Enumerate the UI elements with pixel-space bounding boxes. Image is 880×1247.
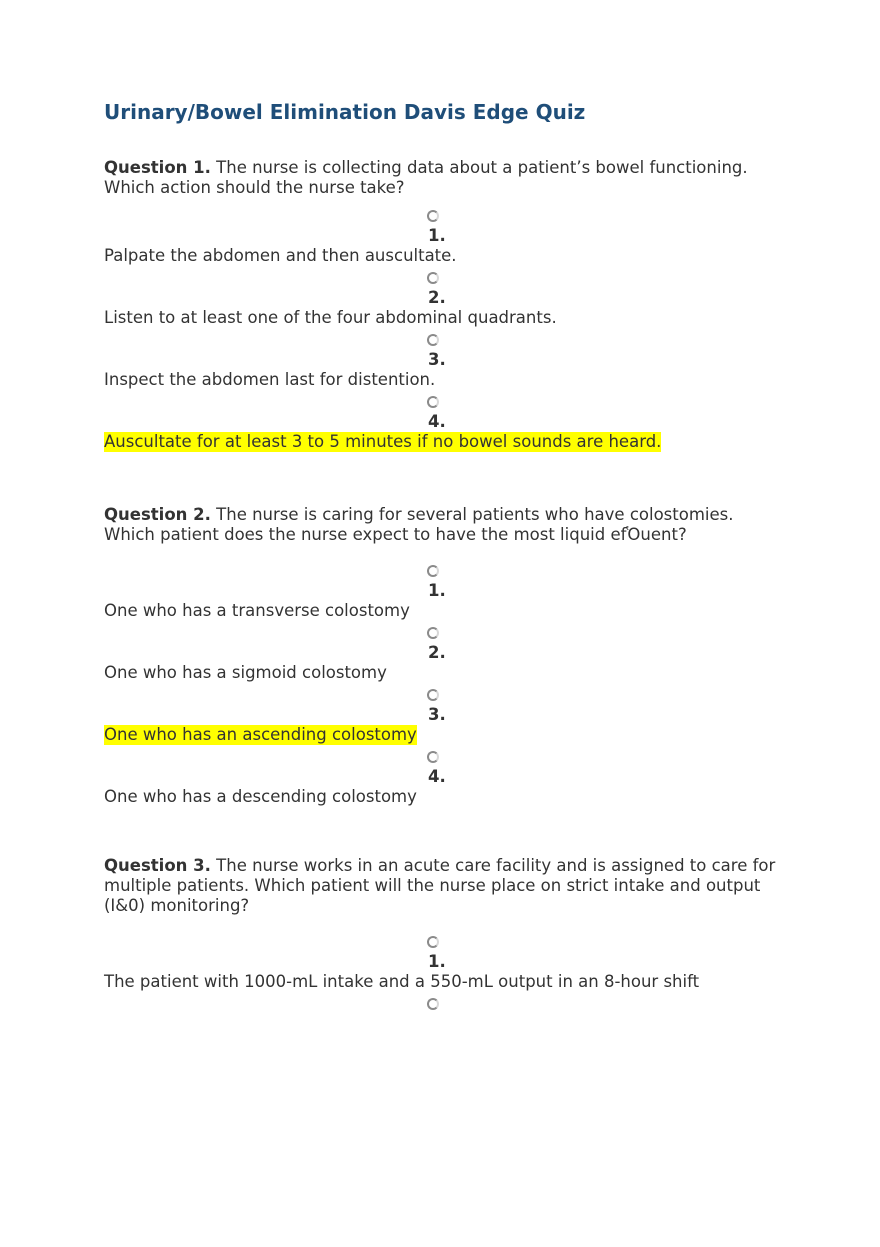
radio-icon[interactable] — [427, 334, 439, 346]
option-text: One who has a transverse colostomy — [104, 601, 410, 620]
question-2-option-4[interactable] — [104, 751, 784, 813]
question-1-text — [104, 158, 784, 198]
radio-icon[interactable] — [427, 627, 439, 639]
option-number: 4. — [428, 412, 446, 431]
option-text-highlighted: Auscultate for at least 3 to 5 minutes if no bowel sounds are heard. — [104, 432, 662, 451]
option-text: One who has a sigmoid colostomy — [104, 663, 387, 682]
option-number: 2. — [428, 288, 446, 307]
option-number: 3. — [428, 350, 446, 369]
question-2-option-3[interactable] — [104, 689, 784, 751]
option-text: Listen to at least one of the four abdominal quadrants. — [104, 308, 557, 327]
question-2-options — [104, 565, 784, 813]
option-number: 1. — [428, 226, 446, 245]
question-1 — [104, 158, 784, 458]
option-text-highlighted: One who has an ascending colostomy — [104, 725, 417, 744]
question-2-option-1[interactable] — [104, 565, 784, 627]
question-3-options — [104, 936, 784, 1010]
option-text: Palpate the abdomen and then auscultate. — [104, 246, 457, 265]
radio-icon[interactable] — [427, 210, 439, 222]
option-number: 3. — [428, 705, 446, 724]
radio-icon[interactable] — [427, 272, 439, 284]
radio-icon[interactable] — [427, 998, 439, 1010]
radio-icon[interactable] — [427, 689, 439, 701]
radio-icon[interactable] — [427, 565, 439, 577]
question-1-prompt: The nurse is collecting data about a patient’s bowel functioning. Which action should the nurse take? — [104, 158, 748, 197]
question-1-label: Question 1. — [104, 158, 211, 177]
question-1-options — [104, 210, 784, 458]
option-number: 1. — [428, 952, 446, 971]
question-3-label: Question 3. — [104, 856, 211, 875]
radio-icon[interactable] — [427, 396, 439, 408]
option-text: Inspect the abdomen last for distention. — [104, 370, 436, 389]
question-2 — [104, 505, 784, 813]
question-1-option-1[interactable] — [104, 210, 784, 272]
radio-icon[interactable] — [427, 751, 439, 763]
question-1-option-4[interactable] — [104, 396, 784, 458]
option-text: The patient with 1000-mL intake and a 550-mL output in an 8-hour shift — [104, 972, 700, 991]
document-title: Urinary/Bowel Elimination Davis Edge Quiz — [104, 100, 586, 124]
radio-icon[interactable] — [427, 936, 439, 948]
option-text: One who has a descending colostomy — [104, 787, 417, 806]
question-2-prompt: The nurse is caring for several patients who have colostomies. Which patient does the nurse expect to have the most liquid efὉuent? — [104, 505, 734, 544]
question-3-option-2[interactable] — [104, 998, 784, 1010]
question-1-option-3[interactable] — [104, 334, 784, 396]
option-number: 1. — [428, 581, 446, 600]
option-number: 4. — [428, 767, 446, 786]
question-3 — [104, 856, 784, 1014]
question-3-text — [104, 856, 784, 916]
question-3-option-1[interactable] — [104, 936, 784, 998]
question-1-option-2[interactable] — [104, 272, 784, 334]
option-number: 2. — [428, 643, 446, 662]
question-2-label: Question 2. — [104, 505, 211, 524]
question-2-text — [104, 505, 784, 545]
question-3-prompt: The nurse works in an acute care facility and is assigned to care for multiple patients. Which patient will the nurse place on strict intake and output (I&0) monitoring? — [104, 856, 776, 915]
question-2-option-2[interactable] — [104, 627, 784, 689]
